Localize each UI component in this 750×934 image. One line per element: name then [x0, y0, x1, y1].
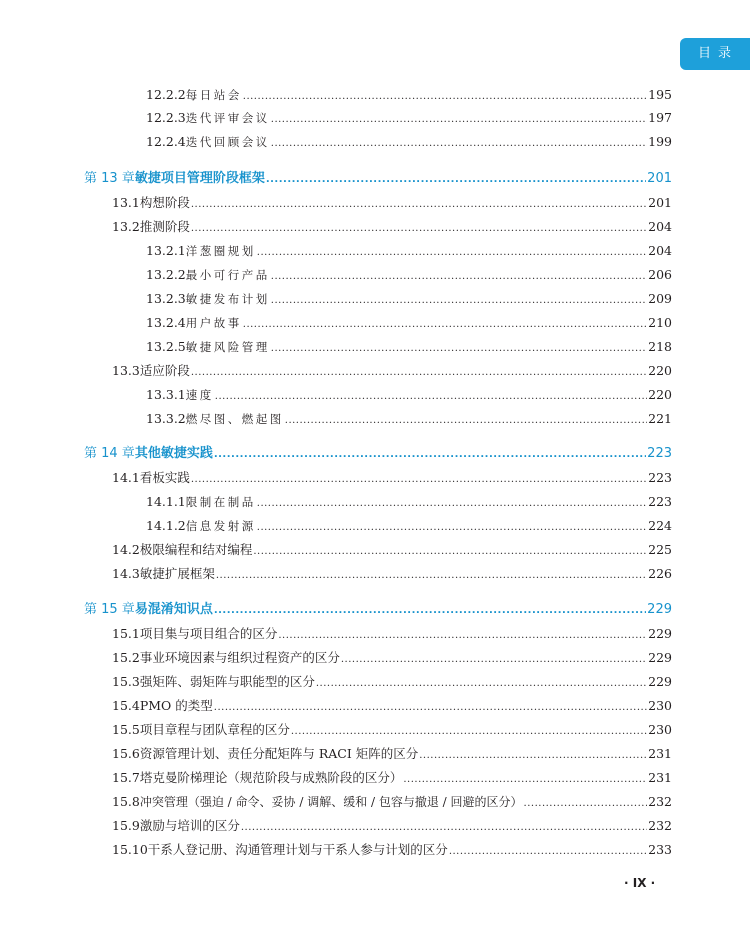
entry-page: 223 — [648, 470, 672, 485]
entry-number: 13.3 — [112, 363, 140, 378]
entry-number: 13.2.3 — [146, 291, 186, 306]
entry-title: 每日站会 — [185, 88, 242, 102]
entry-title: 干系人登记册、沟通管理计划与干系人参与计划的区分 — [147, 842, 448, 857]
entry-title: 最小可行产品 — [185, 268, 270, 282]
entry-title: 激励与培训的区分 — [139, 818, 240, 833]
dot-leader — [215, 384, 647, 408]
entry-number: 12.2.3 — [146, 110, 186, 125]
dot-leader — [449, 839, 647, 863]
entry-number: 13.2 — [112, 219, 140, 234]
entry-number: 15.8 — [112, 794, 140, 809]
entry-title: 限制在制品 — [185, 495, 256, 509]
entry-number: 15.2 — [112, 650, 140, 665]
entry-page: 223 — [648, 494, 672, 509]
toc-entry[interactable] — [146, 491, 672, 513]
entry-page: 229 — [648, 650, 672, 665]
entry-title: 信息发射源 — [185, 519, 256, 533]
toc-entry[interactable] — [112, 767, 672, 789]
entry-title: 资源管理计划、责任分配矩阵与 RACI 矩阵的区分 — [139, 746, 419, 761]
dot-leader — [191, 467, 647, 491]
toc-entry[interactable] — [146, 131, 672, 153]
entry-title: 项目集与项目组合的区分 — [139, 626, 278, 641]
toc-chapter-heading[interactable] — [84, 443, 672, 465]
chapter-title: 敏捷项目管理阶段框架 — [134, 171, 265, 186]
toc-entry[interactable] — [112, 671, 672, 693]
entry-title: 极限编程和结对编程 — [139, 542, 253, 557]
toc-entry[interactable] — [112, 719, 672, 741]
chapter-title: 易混淆知识点 — [134, 602, 213, 617]
dot-leader — [241, 815, 647, 839]
dot-leader — [191, 216, 647, 240]
entry-page: 221 — [648, 411, 672, 426]
entry-page: 231 — [648, 770, 672, 785]
dot-leader — [243, 84, 647, 108]
dot-leader — [214, 443, 646, 466]
dot-leader — [278, 623, 647, 647]
entry-title: 燃尽图、燃起图 — [185, 412, 284, 426]
toc-entry[interactable] — [112, 467, 672, 489]
toc-entry[interactable] — [146, 288, 672, 310]
entry-page: 233 — [648, 842, 672, 857]
entry-page: 206 — [648, 267, 672, 282]
toc-entry[interactable] — [112, 647, 672, 669]
toc-chapter-heading[interactable] — [84, 599, 672, 621]
dot-leader — [243, 312, 647, 336]
dot-leader — [316, 671, 647, 695]
entry-number: 13.2.4 — [146, 315, 186, 330]
entry-page: 220 — [648, 363, 672, 378]
entry-page: 210 — [648, 315, 672, 330]
toc-entry[interactable] — [112, 563, 672, 585]
entry-page: 197 — [648, 110, 672, 125]
toc-entry[interactable] — [112, 791, 672, 813]
entry-page: 195 — [648, 87, 672, 102]
dot-leader — [403, 767, 647, 791]
entry-page: 226 — [648, 566, 672, 581]
entry-title: 事业环境因素与组织过程资产的区分 — [139, 650, 340, 665]
entry-number: 13.3.2 — [146, 411, 186, 426]
entry-title: 项目章程与团队章程的区分 — [139, 722, 290, 737]
entry-title: 构想阶段 — [139, 195, 190, 210]
entry-page: 199 — [648, 134, 672, 149]
chapter-page: 201 — [647, 171, 672, 186]
toc-entry[interactable] — [146, 264, 672, 286]
toc-chapter-heading[interactable] — [84, 168, 672, 190]
entry-title: 适应阶段 — [139, 363, 190, 378]
entry-page: 204 — [648, 219, 672, 234]
dot-leader — [271, 264, 647, 288]
dot-leader — [257, 491, 647, 515]
toc-entry[interactable] — [146, 515, 672, 537]
dot-leader — [266, 168, 646, 191]
entry-number: 14.2 — [112, 542, 140, 557]
dot-leader — [253, 539, 647, 563]
entry-title: 冲突管理（强迫 / 命令、妥协 / 调解、缓和 / 包容与撤退 / 回避的区分） — [139, 795, 523, 809]
toc-entry[interactable] — [112, 695, 672, 717]
entry-page: 232 — [648, 818, 672, 833]
entry-number: 15.7 — [112, 770, 140, 785]
section-tab-contents: 目录 — [680, 38, 750, 70]
entry-page: 209 — [648, 291, 672, 306]
dot-leader — [257, 240, 647, 264]
chapter-page: 223 — [647, 446, 672, 461]
entry-number: 15.3 — [112, 674, 140, 689]
toc-entry[interactable] — [146, 336, 672, 358]
dot-leader — [524, 791, 648, 815]
toc-entry[interactable] — [112, 839, 672, 861]
toc-entry[interactable] — [146, 107, 672, 129]
entry-title: 用户故事 — [185, 316, 242, 330]
entry-number: 12.2.4 — [146, 134, 186, 149]
entry-number: 13.2.2 — [146, 267, 186, 282]
entry-number: 14.1.2 — [146, 518, 186, 533]
toc-entry[interactable] — [112, 815, 672, 837]
entry-title: 看板实践 — [139, 470, 190, 485]
toc-entry[interactable] — [112, 539, 672, 561]
chapter-page: 229 — [647, 602, 672, 617]
entry-page: 220 — [648, 387, 672, 402]
entry-number: 13.2.5 — [146, 339, 186, 354]
entry-number: 15.6 — [112, 746, 140, 761]
toc-entry[interactable] — [146, 408, 672, 430]
entry-page: 229 — [648, 626, 672, 641]
dot-leader — [291, 719, 647, 743]
chapter-number: 第 14 章 — [84, 446, 135, 461]
entry-title: 迭代评审会议 — [185, 111, 270, 125]
entry-number: 15.10 — [112, 842, 148, 857]
entry-page: 204 — [648, 243, 672, 258]
chapter-title: 其他敏捷实践 — [134, 446, 213, 461]
dot-leader — [216, 563, 647, 587]
entry-number: 14.1 — [112, 470, 140, 485]
entry-number: 13.3.1 — [146, 387, 186, 402]
dot-leader — [191, 192, 647, 216]
entry-title: 洋葱圈规划 — [185, 244, 256, 258]
entry-number: 15.5 — [112, 722, 140, 737]
entry-page: 201 — [648, 195, 672, 210]
entry-title: 敏捷发布计划 — [185, 292, 270, 306]
dot-leader — [341, 647, 647, 671]
entry-title: 迭代回顾会议 — [185, 135, 270, 149]
entry-page: 225 — [648, 542, 672, 557]
entry-title: 推测阶段 — [139, 219, 190, 234]
entry-number: 13.2.1 — [146, 243, 186, 258]
entry-number: 15.4 — [112, 698, 140, 713]
entry-title: 强矩阵、弱矩阵与职能型的区分 — [139, 674, 315, 689]
entry-number: 15.1 — [112, 626, 140, 641]
entry-title: 敏捷风险管理 — [185, 340, 270, 354]
entry-page: 232 — [648, 794, 672, 809]
toc-entry[interactable] — [112, 743, 672, 765]
entry-page: 224 — [648, 518, 672, 533]
toc-entry[interactable] — [146, 84, 672, 106]
dot-leader — [271, 107, 647, 131]
entry-number: 12.2.2 — [146, 87, 186, 102]
toc-entry[interactable] — [112, 192, 672, 214]
dot-leader — [419, 743, 647, 767]
toc-entry[interactable] — [146, 312, 672, 334]
entry-page: 218 — [648, 339, 672, 354]
toc-entry[interactable] — [112, 216, 672, 238]
toc-entry[interactable] — [146, 240, 672, 262]
entry-page: 231 — [648, 746, 672, 761]
chapter-number: 第 13 章 — [84, 171, 135, 186]
entry-number: 14.3 — [112, 566, 140, 581]
dot-leader — [271, 336, 647, 360]
dot-leader — [214, 599, 646, 622]
dot-leader — [285, 408, 647, 432]
entry-number: 15.9 — [112, 818, 140, 833]
dot-leader — [271, 288, 647, 312]
dot-leader — [214, 695, 647, 719]
entry-title: 敏捷扩展框架 — [139, 566, 215, 581]
dot-leader — [271, 131, 647, 155]
page-folio: · IX · — [624, 876, 656, 890]
toc-entry[interactable] — [112, 623, 672, 645]
entry-page: 230 — [648, 698, 672, 713]
entry-title: 速度 — [185, 388, 214, 402]
entry-page: 230 — [648, 722, 672, 737]
dot-leader — [191, 360, 647, 384]
dot-leader — [257, 515, 647, 539]
toc-entry[interactable] — [146, 384, 672, 406]
entry-number: 13.1 — [112, 195, 140, 210]
entry-title: 塔克曼阶梯理论（规范阶段与成熟阶段的区分） — [139, 770, 403, 785]
toc-entry[interactable] — [112, 360, 672, 382]
entry-number: 14.1.1 — [146, 494, 186, 509]
entry-page: 229 — [648, 674, 672, 689]
chapter-number: 第 15 章 — [84, 602, 135, 617]
entry-title: PMO 的类型 — [139, 698, 213, 713]
